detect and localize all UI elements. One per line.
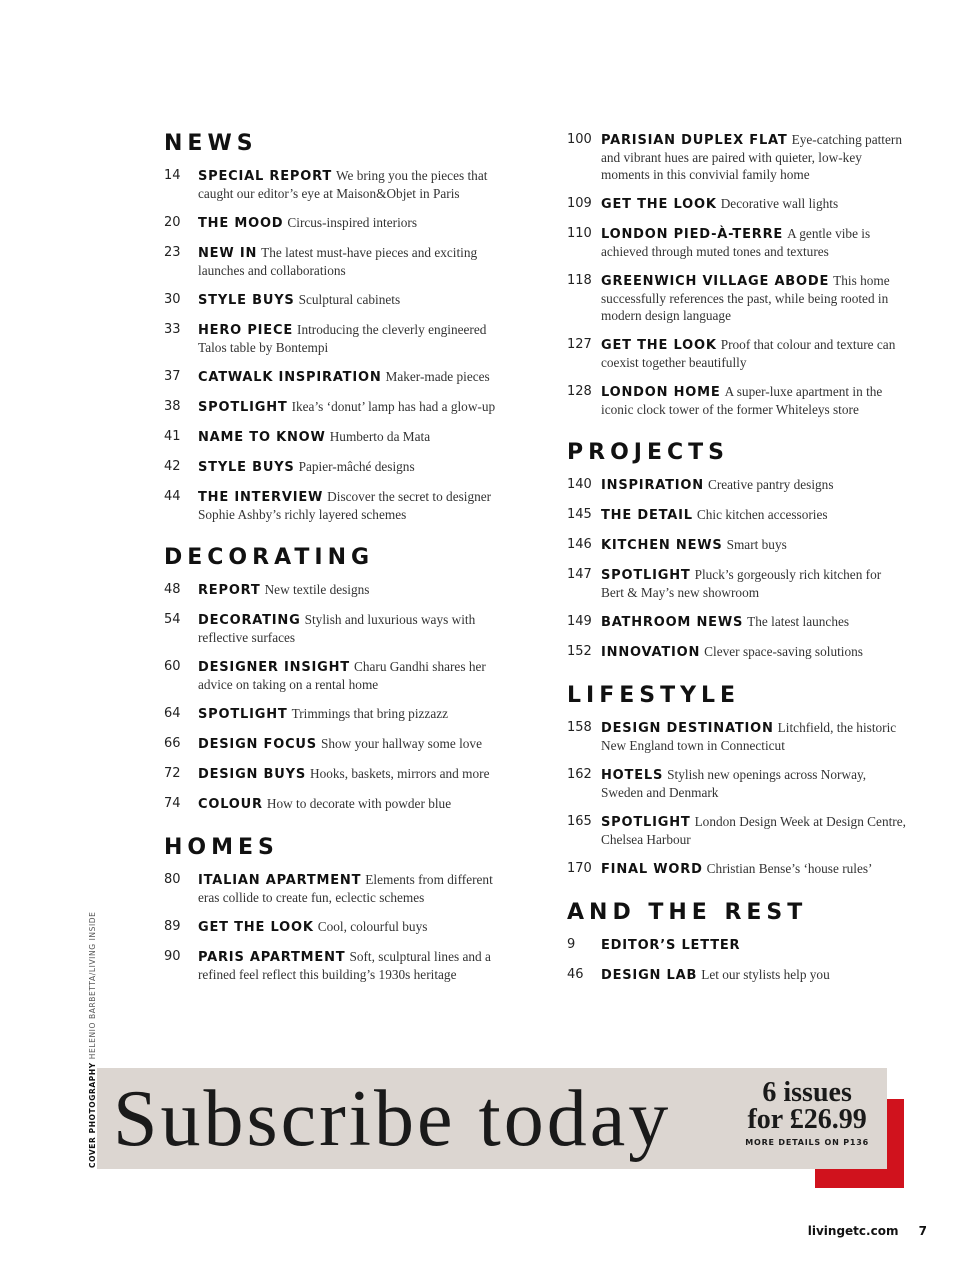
entry-page-number: 42 — [164, 459, 181, 474]
toc-entry[interactable] — [567, 272, 907, 324]
entry-label: BATHROOM NEWS — [601, 615, 744, 630]
toc-entry[interactable] — [164, 214, 502, 232]
entry-description: London Design Week at Design Centre, Chelsea Harbour — [601, 814, 906, 847]
entry-page-number: 30 — [164, 292, 181, 307]
photo-credit — [88, 912, 97, 1169]
toc-entry[interactable] — [567, 383, 907, 418]
entry-label: SPECIAL REPORT — [198, 169, 332, 184]
entry-label: PARIS APARTMENT — [198, 950, 346, 965]
entry-label: ITALIAN APARTMENT — [198, 873, 362, 888]
entry-text — [198, 581, 502, 599]
section-title: LIFESTYLE — [567, 683, 741, 708]
entry-text — [198, 795, 502, 813]
entry-page-number: 146 — [567, 537, 592, 552]
entry-text — [198, 458, 502, 476]
entry-page-number: 48 — [164, 582, 181, 597]
entry-text — [198, 428, 502, 446]
toc-section — [567, 900, 907, 984]
entry-page-number: 90 — [164, 949, 181, 964]
toc-entry[interactable] — [567, 506, 907, 524]
toc-entry[interactable] — [164, 795, 502, 813]
entry-page-number: 170 — [567, 861, 592, 876]
entry-label: SPOTLIGHT — [601, 568, 691, 583]
entry-label: REPORT — [198, 583, 261, 598]
subscribe-banner[interactable] — [97, 1068, 887, 1169]
entry-text — [601, 131, 907, 183]
entry-label: DESIGN DESTINATION — [601, 721, 774, 736]
entry-page-number: 149 — [567, 614, 592, 629]
toc-section — [567, 683, 907, 878]
entry-page-number: 147 — [567, 567, 592, 582]
entry-text — [601, 195, 907, 213]
section-title: AND THE REST — [567, 900, 808, 925]
entry-text — [198, 214, 502, 232]
entry-description: Decorative wall lights — [720, 196, 839, 211]
entry-label: DESIGN LAB — [601, 968, 698, 983]
toc-entry[interactable] — [164, 948, 502, 983]
toc-entry[interactable] — [164, 368, 502, 386]
entry-text — [198, 244, 502, 279]
entry-label: THE MOOD — [198, 216, 284, 231]
entry-text — [198, 735, 502, 753]
entry-page-number: 23 — [164, 245, 181, 260]
entry-page-number: 46 — [567, 967, 584, 982]
entry-description: The latest must-have pieces and exciting launches and collaborations — [198, 245, 478, 278]
section-title: PROJECTS — [567, 440, 729, 465]
entry-page-number: 145 — [567, 507, 592, 522]
entry-text — [198, 368, 502, 386]
offer-price: for £26.99 — [747, 1104, 867, 1135]
entry-label: GET THE LOOK — [601, 197, 717, 212]
entry-description: Sculptural cabinets — [298, 292, 401, 307]
toc-entry[interactable] — [567, 613, 907, 631]
entry-page-number: 54 — [164, 612, 181, 627]
entry-page-number: 33 — [164, 322, 181, 337]
entry-page-number: 60 — [164, 659, 181, 674]
entry-label: THE DETAIL — [601, 508, 693, 523]
toc-entry[interactable] — [164, 291, 502, 309]
entry-label: NAME TO KNOW — [198, 430, 326, 445]
entry-text — [601, 476, 907, 494]
entry-text — [198, 705, 502, 723]
entry-description: Maker-made pieces — [385, 369, 490, 384]
credit-label: COVER PHOTOGRAPHY — [88, 1062, 97, 1168]
page-footer — [808, 1224, 927, 1238]
subscribe-offer — [745, 1077, 869, 1147]
entry-text — [198, 948, 502, 983]
entry-label: GREENWICH VILLAGE ABODE — [601, 274, 830, 289]
entry-description: Pluck’s gorgeously rich kitchen for Bert & May’s new showroom — [601, 567, 882, 600]
entry-label: STYLE BUYS — [198, 293, 295, 308]
entry-description: Cool, colourful buys — [317, 919, 428, 934]
toc-entry[interactable] — [567, 719, 907, 754]
entry-text — [601, 936, 907, 954]
toc-section — [164, 131, 502, 523]
entry-label: SPOTLIGHT — [198, 400, 288, 415]
entry-description: New textile designs — [264, 582, 370, 597]
toc-entry[interactable] — [164, 581, 502, 599]
entry-description: Papier-mâché designs — [298, 459, 415, 474]
entry-label: SPOTLIGHT — [198, 707, 288, 722]
entry-text — [198, 398, 502, 416]
entry-label: COLOUR — [198, 797, 263, 812]
toc-entry[interactable] — [164, 765, 502, 783]
toc-entry[interactable] — [164, 735, 502, 753]
offer-details: MORE DETAILS ON P136 — [745, 1138, 869, 1147]
section-title: HOMES — [164, 835, 279, 860]
entry-text — [601, 643, 907, 661]
entry-label: GET THE LOOK — [601, 338, 717, 353]
toc-entry[interactable] — [164, 167, 502, 202]
entry-text — [601, 766, 907, 801]
entry-label: THE INTERVIEW — [198, 490, 324, 505]
toc-entry[interactable] — [567, 225, 907, 260]
entry-label: HERO PIECE — [198, 323, 294, 338]
entry-text — [198, 488, 502, 523]
entry-page-number: 72 — [164, 766, 181, 781]
entry-description: Show your hallway some love — [320, 736, 482, 751]
entry-page-number: 140 — [567, 477, 592, 492]
entry-text — [601, 966, 907, 984]
entry-description: This home successfully references the past, while being rooted in modern design language — [601, 273, 890, 323]
toc-section — [567, 440, 907, 661]
entry-description: Let our stylists help you — [701, 967, 830, 982]
entry-text — [601, 383, 907, 418]
entry-text — [601, 566, 907, 601]
toc-section — [164, 545, 502, 813]
entry-description: Humberto da Mata — [329, 429, 431, 444]
entry-text — [198, 321, 502, 356]
entry-description: Hooks, baskets, mirrors and more — [310, 766, 490, 781]
entry-description: Stylish new openings across Norway, Sweden and Denmark — [601, 767, 867, 800]
entry-label: CATWALK INSPIRATION — [198, 370, 382, 385]
entry-page-number: 64 — [164, 706, 181, 721]
toc-entry[interactable] — [164, 458, 502, 476]
entry-label: EDITOR’S LETTER — [601, 938, 741, 953]
entry-description: Stylish and luxurious ways with reflective surfaces — [198, 612, 476, 645]
entry-description: Christian Bense’s ‘house rules’ — [706, 861, 873, 876]
toc-entry[interactable] — [164, 321, 502, 356]
subscribe-headline: Subscribe today — [113, 1075, 672, 1163]
entry-text — [198, 611, 502, 646]
entry-page-number: 89 — [164, 919, 181, 934]
toc-entry[interactable] — [164, 244, 502, 279]
entry-text — [601, 272, 907, 324]
entry-description: How to decorate with powder blue — [266, 796, 452, 811]
entry-label: GET THE LOOK — [198, 920, 314, 935]
toc-entry[interactable] — [567, 966, 907, 984]
entry-label: HOTELS — [601, 768, 664, 783]
entry-description: A super-luxe apartment in the iconic clock tower of the former Whiteleys store — [601, 384, 883, 417]
entry-page-number: 38 — [164, 399, 181, 414]
entry-page-number: 100 — [567, 132, 592, 147]
entry-label: DESIGN BUYS — [198, 767, 306, 782]
entry-description: Charu Gandhi shares her advice on taking on a rental home — [198, 659, 486, 692]
entry-label: DESIGNER INSIGHT — [198, 660, 350, 675]
toc-entry[interactable] — [567, 936, 907, 954]
entry-label: NEW IN — [198, 246, 258, 261]
entry-description: Smart buys — [726, 537, 787, 552]
entry-page-number: 41 — [164, 429, 181, 444]
entry-text — [601, 336, 907, 371]
entry-description: Eye-catching pattern and vibrant hues are paired with quieter, low-key moments in this convivial family home — [601, 132, 902, 182]
entry-label: LONDON HOME — [601, 385, 721, 400]
offer-issues: 6 issues — [762, 1077, 852, 1108]
entry-description: Trimmings that bring pizzazz — [291, 706, 449, 721]
entry-description: Circus-inspired interiors — [287, 215, 418, 230]
entry-description: Creative pantry designs — [707, 477, 834, 492]
entry-label: DECORATING — [198, 613, 301, 628]
toc-entry[interactable] — [164, 611, 502, 646]
entry-text — [198, 658, 502, 693]
entry-page-number: 74 — [164, 796, 181, 811]
entry-description: Litchfield, the historic New England town in Connecticut — [601, 720, 897, 753]
entry-page-number: 128 — [567, 384, 592, 399]
toc-entry[interactable] — [164, 705, 502, 723]
entry-label: FINAL WORD — [601, 862, 703, 877]
section-title: DECORATING — [164, 545, 375, 570]
entry-page-number: 66 — [164, 736, 181, 751]
toc-entry[interactable] — [567, 336, 907, 371]
entry-description: The latest launches — [747, 614, 850, 629]
entry-description: Soft, sculptural lines and a refined feel reflect this building’s 1930s heritage — [198, 949, 491, 982]
toc-entry[interactable] — [567, 195, 907, 213]
entry-page-number: 118 — [567, 273, 592, 288]
toc-entry[interactable] — [567, 643, 907, 661]
entry-text — [198, 291, 502, 309]
entry-text — [601, 813, 907, 848]
right-column — [567, 131, 907, 1006]
credit-name: HELENIO BARBETTA/LIVING INSIDE — [88, 911, 97, 1060]
entry-description: Elements from different eras collide to create fun, eclectic schemes — [198, 872, 493, 905]
entry-page-number: 162 — [567, 767, 592, 782]
toc-entry[interactable] — [567, 566, 907, 601]
entry-page-number: 109 — [567, 196, 592, 211]
toc-entry[interactable] — [164, 398, 502, 416]
entry-text — [601, 536, 907, 554]
entry-text — [601, 860, 907, 878]
entry-label: KITCHEN NEWS — [601, 538, 723, 553]
toc-entry[interactable] — [164, 428, 502, 446]
entry-description: Introducing the cleverly engineered Talos table by Bontempi — [198, 322, 487, 355]
entry-text — [198, 871, 502, 906]
toc-entry[interactable] — [164, 488, 502, 523]
entry-page-number: 80 — [164, 872, 181, 887]
entry-text — [601, 225, 907, 260]
page-number: 7 — [918, 1224, 927, 1238]
entry-description: Ikea’s ‘donut’ lamp has had a glow-up — [291, 399, 496, 414]
toc-entry[interactable] — [567, 813, 907, 848]
entry-page-number: 14 — [164, 168, 181, 183]
entry-page-number: 44 — [164, 489, 181, 504]
entry-page-number: 165 — [567, 814, 592, 829]
entry-label: INSPIRATION — [601, 478, 704, 493]
toc-section — [567, 131, 907, 418]
entry-label: SPOTLIGHT — [601, 815, 691, 830]
entry-text — [198, 918, 502, 936]
entry-page-number: 152 — [567, 644, 592, 659]
entry-description: Clever space-saving solutions — [704, 644, 863, 659]
toc-section — [164, 835, 502, 983]
entry-label: PARISIAN DUPLEX FLAT — [601, 133, 788, 148]
entry-page-number: 158 — [567, 720, 592, 735]
entry-text — [601, 506, 907, 524]
entry-text — [198, 167, 502, 202]
entry-text — [601, 719, 907, 754]
footer-site[interactable]: livingetc.com — [807, 1224, 899, 1238]
section-title: NEWS — [164, 131, 258, 156]
entry-description: Proof that colour and texture can coexist together beautifully — [601, 337, 896, 370]
toc-entry[interactable] — [567, 766, 907, 801]
entry-text — [601, 613, 907, 631]
entry-description: Chic kitchen accessories — [696, 507, 828, 522]
toc-entry[interactable] — [567, 131, 907, 183]
entry-page-number: 37 — [164, 369, 181, 384]
toc-entry[interactable] — [567, 536, 907, 554]
entry-label: STYLE BUYS — [198, 460, 295, 475]
entry-page-number: 127 — [567, 337, 592, 352]
toc-entry[interactable] — [164, 918, 502, 936]
entry-page-number: 20 — [164, 215, 181, 230]
entry-label: DESIGN FOCUS — [198, 737, 317, 752]
toc-entry[interactable] — [567, 860, 907, 878]
entry-page-number: 110 — [567, 226, 592, 241]
entry-description: A gentle vibe is achieved through muted tones and textures — [601, 226, 871, 259]
entry-label: INNOVATION — [601, 645, 701, 660]
toc-entry[interactable] — [164, 658, 502, 693]
entry-description: We bring you the pieces that caught our editor’s eye at Maison&Objet in Paris — [198, 168, 488, 201]
entry-text — [198, 765, 502, 783]
left-column — [164, 131, 502, 1005]
entry-page-number: 9 — [567, 937, 576, 952]
entry-label: LONDON PIED-À-TERRE — [601, 227, 784, 242]
toc-entry[interactable] — [164, 871, 502, 906]
toc-entry[interactable] — [567, 476, 907, 494]
entry-description: Discover the secret to designer Sophie Ashby’s richly layered schemes — [198, 489, 492, 522]
